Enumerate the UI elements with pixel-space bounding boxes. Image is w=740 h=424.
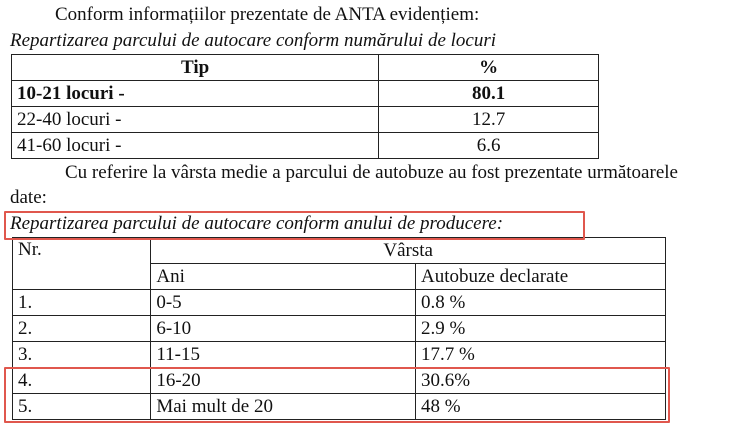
table-row [12, 81, 599, 107]
cell-autobuze: 2.9 % [416, 316, 666, 342]
table-row [12, 107, 599, 133]
cell-autobuze: 0.8 % [416, 290, 666, 316]
table-row [13, 290, 666, 316]
header-varsta: Vârsta [151, 238, 666, 264]
paragraph-line-1: Cu referire la vârsta medie a parcului de autobuze au fost prezentate următoarele [65, 162, 678, 183]
header-tip: Tip [12, 55, 379, 81]
seats-table [11, 54, 599, 159]
cell-nr: 5. [13, 394, 151, 420]
table-row [13, 316, 666, 342]
cell-tip: 10-21 locuri - [12, 81, 379, 107]
paragraph-line-2: date: [10, 187, 47, 208]
cell-nr: 2. [13, 316, 151, 342]
cell-tip: 22-40 locuri - [12, 107, 379, 133]
header-nr: Nr. [13, 238, 151, 290]
table-row [12, 133, 599, 159]
cell-autobuze: 48 % [416, 394, 666, 420]
cell-tip: 41-60 locuri - [12, 133, 379, 159]
cell-ani: Mai mult de 20 [151, 394, 416, 420]
table2-caption: Repartizarea parcului de autocare conform anului de producere: [10, 213, 504, 234]
table-row [13, 394, 666, 420]
header-autobuze: Autobuze declarate [416, 264, 666, 290]
cell-nr: 4. [13, 368, 151, 394]
age-table [12, 237, 666, 420]
table-header-row [12, 55, 599, 81]
header-ani: Ani [151, 264, 416, 290]
cell-ani: 0-5 [151, 290, 416, 316]
cell-autobuze: 17.7 % [416, 342, 666, 368]
cell-percent: 6.6 [379, 133, 599, 159]
table-row [13, 368, 666, 394]
header-percent: % [379, 55, 599, 81]
intro-text: Conform informațiilor prezentate de ANTA evidențiem: [55, 4, 480, 25]
cell-percent: 80.1 [379, 81, 599, 107]
table-header-row [13, 238, 666, 264]
cell-nr: 3. [13, 342, 151, 368]
cell-autobuze: 30.6% [416, 368, 666, 394]
cell-nr: 1. [13, 290, 151, 316]
cell-ani: 16-20 [151, 368, 416, 394]
table1-caption: Repartizarea parcului de autocare conform numărului de locuri [10, 30, 497, 51]
table-row [13, 342, 666, 368]
cell-ani: 6-10 [151, 316, 416, 342]
cell-percent: 12.7 [379, 107, 599, 133]
cell-ani: 11-15 [151, 342, 416, 368]
